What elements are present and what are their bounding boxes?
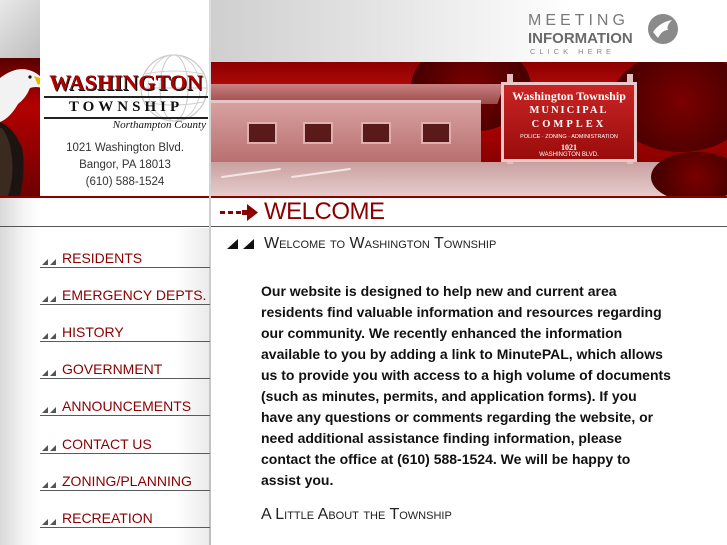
nav-arrow-icon xyxy=(40,442,60,452)
nav-label: CONTACT US xyxy=(62,436,152,452)
meeting-subtitle: INFORMATION xyxy=(528,30,633,47)
nav-label: EMERGENCY DEPTS. xyxy=(62,287,207,303)
nav-arrow-icon xyxy=(40,293,60,303)
banner-divider xyxy=(0,226,727,227)
sign-line-5: 1021 xyxy=(561,143,577,152)
nav-arrow-icon xyxy=(40,367,60,377)
photo-window xyxy=(421,122,451,144)
column-divider xyxy=(209,0,211,545)
nav-item-zoning-planning[interactable] xyxy=(40,471,210,491)
section-subtitle: A Little About the Township xyxy=(261,506,452,523)
left-strip-top xyxy=(0,0,40,62)
nav-item-recreation[interactable] xyxy=(40,508,210,528)
nav-item-history[interactable] xyxy=(40,322,210,342)
address-city: Bangor, PA 18013 xyxy=(79,159,171,171)
municipal-sign xyxy=(501,82,637,162)
municipal-complex-photo xyxy=(211,62,727,196)
meeting-click-here: CLICK HERE xyxy=(530,47,616,56)
sign-line-6: WASHINGTON BLVD. xyxy=(539,152,599,158)
sign-line-2: MUNICIPAL xyxy=(529,105,609,116)
welcome-banner xyxy=(220,198,420,226)
page-title: Welcome to Washington Township xyxy=(264,235,497,252)
nav-label: RECREATION xyxy=(62,510,153,526)
logo-panel xyxy=(40,0,210,198)
sign-line-4: POLICE · ZONING · ADMINISTRATION xyxy=(520,134,618,140)
address-street: 1021 Washington Blvd. xyxy=(66,142,184,154)
meeting-emblem-icon xyxy=(646,12,680,46)
sign-line-3: COMPLEX xyxy=(531,119,607,130)
photo-window xyxy=(247,122,277,144)
nav-label: HISTORY xyxy=(62,324,124,340)
logo-washington: WASHINGTON xyxy=(49,70,203,95)
logo-county: Northampton County xyxy=(112,119,206,131)
address-phone: (610) 588-1524 xyxy=(85,176,165,188)
nav-label: GOVERNMENT xyxy=(62,361,163,377)
photo-window xyxy=(361,122,391,144)
nav-item-announcements[interactable] xyxy=(40,396,210,416)
nav-item-contact-us[interactable] xyxy=(40,434,210,454)
welcome-body-text: Our website is designed to help new and current area residents find valuable information and resources regarding our community. We recently enhanced the information available to you by adding a link to MinutePAL, which allows us to provide you with access to a high volume of documents (such as minutes, permits, and application forms). If you have any questions or comments regarding the website, or need additional assistance finding information, please contact the office at (610) 588-1524. We will be happy to assist you. xyxy=(261,283,671,488)
sidebar-nav xyxy=(40,228,210,545)
nav-arrow-icon xyxy=(40,479,60,489)
heading-arrow-icon xyxy=(226,237,260,251)
welcome-banner-text: WELCOME xyxy=(264,198,385,225)
logo-township: TOWNSHIP xyxy=(68,99,184,115)
nav-arrow-icon xyxy=(40,256,60,266)
content-heading xyxy=(226,235,496,253)
welcome-arrow-icon xyxy=(220,202,260,222)
nav-arrow-icon xyxy=(40,516,60,526)
nav-label: ANNOUNCEMENTS xyxy=(62,398,192,414)
meeting-information-link[interactable] xyxy=(520,8,690,58)
nav-arrow-icon xyxy=(40,330,60,340)
nav-item-government[interactable] xyxy=(40,359,210,379)
meeting-title: MEETING xyxy=(528,12,629,29)
sign-line-1: Washington Township xyxy=(512,89,626,103)
photo-shrub xyxy=(651,152,727,196)
nav-item-emergency-depts[interactable] xyxy=(40,285,210,305)
logo-rule-top xyxy=(44,96,208,98)
nav-label: RESIDENTS xyxy=(62,250,143,266)
nav-arrow-icon xyxy=(40,404,60,414)
photo-parking-lot xyxy=(211,162,727,196)
photo-window xyxy=(303,122,333,144)
nav-item-residents[interactable] xyxy=(40,248,210,268)
nav-label: ZONING/PLANNING xyxy=(62,473,192,489)
